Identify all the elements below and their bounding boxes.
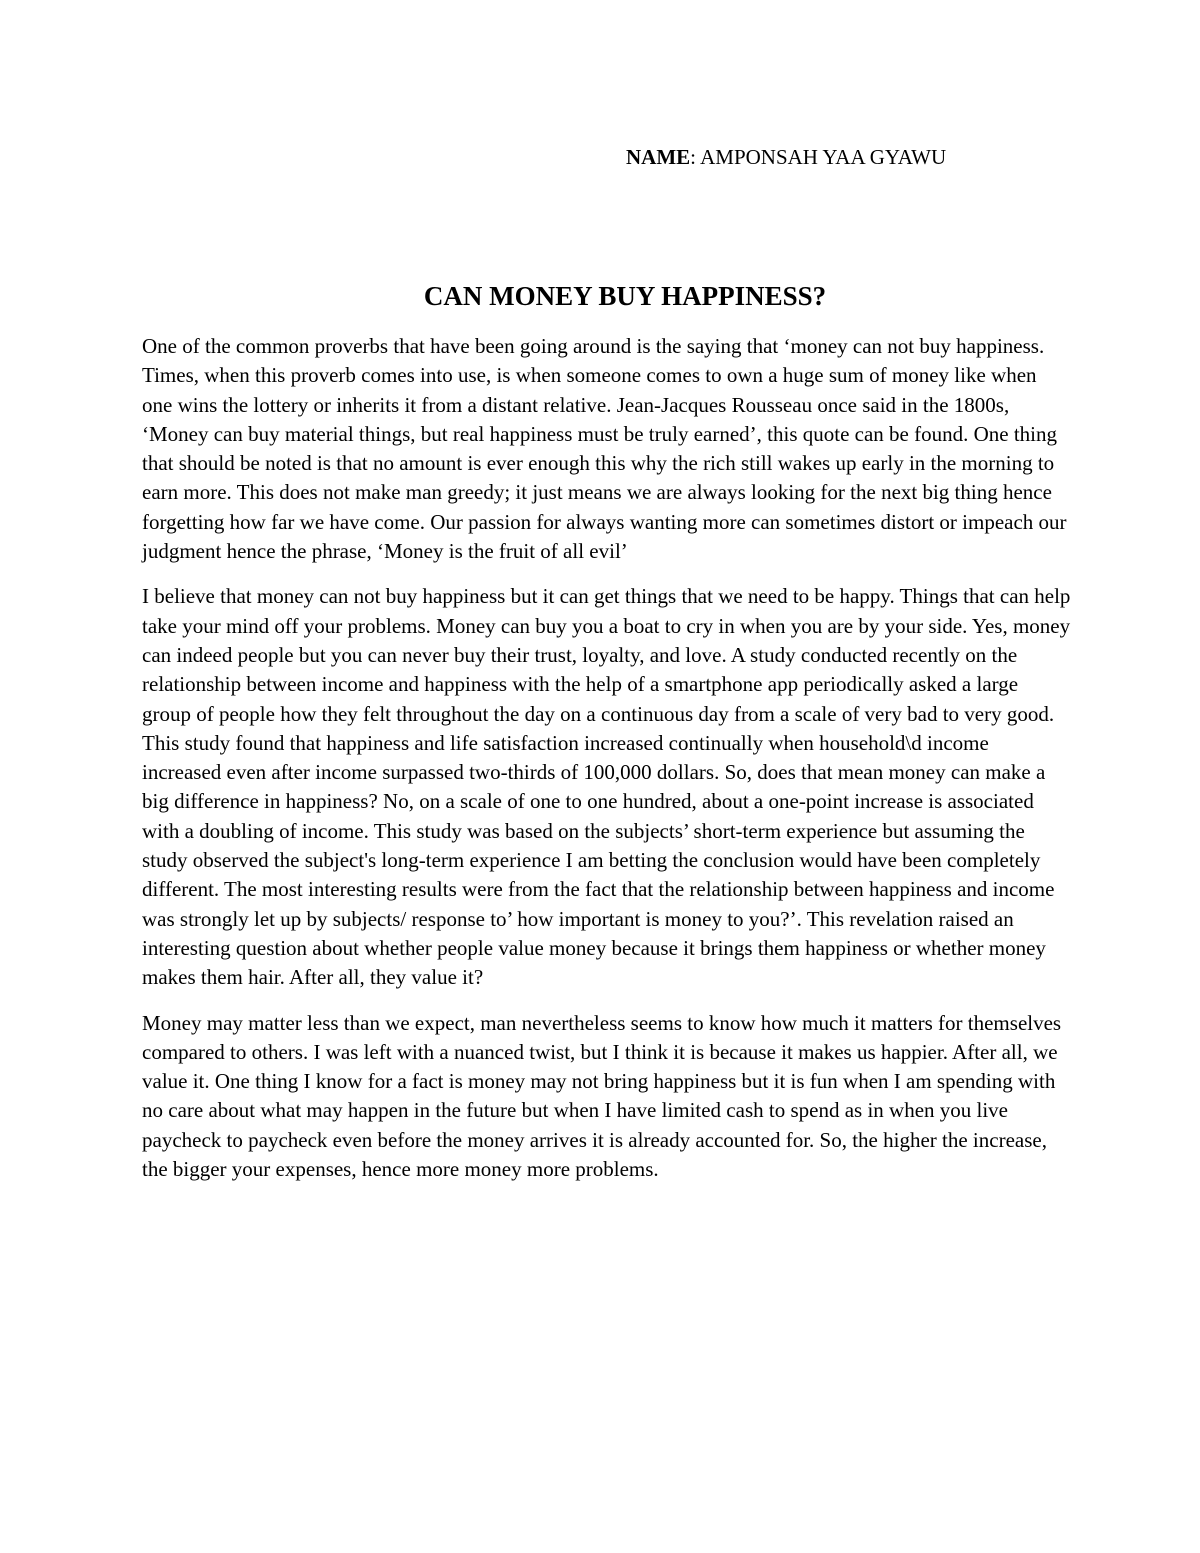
paragraph-3: Money may matter less than we expect, man nevertheless seems to know how much it matters for themselves compared to others. I was left with a nuanced twist, but I think it is because it makes us happier. After all, we value it. One thing I know for a fact is money may not bring happiness but it is fun when I am spending with no care about what may happen in the future but when I have limited cash to spend as in when you live paycheck to paycheck even before the money arrives it is already accounted for. So, the higher the increase, the bigger your expenses, hence more money more problems.: [142, 1010, 1062, 1182]
author-name-line: [626, 143, 946, 171]
name-label: NAME: [626, 145, 691, 169]
document-title: CAN MONEY BUY HAPPINESS?: [423, 281, 827, 311]
author-name: AMPONSAH YAA GYAWU: [696, 145, 947, 169]
paragraph-2: I believe that money can not buy happiness but it can get things that we need to be happy. Things that can help take your mind off your problems. Money can buy you a boat to cry in when you are by your side. Yes, money can indeed people but you can never buy their trust, loyalty, and love. A study conducted recently on the relationship between income and happiness with the help of a smartphone app periodically asked a large group of people how they felt throughout the day on a continuous day from a scale of very bad to very good. This study found that happiness and life satisfaction increased continually when household\d income increased even after income surpassed two-thirds of 100,000 dollars. So, does that mean money can make a big difference in happiness? No, on a scale of one to one hundred, about a one-point increase is associated with a doubling of income. This study was based on the subjects’ short-term experience but assuming the study observed the subject's long-term experience I am betting the conclusion would have been completely different. The most interesting results were from the fact that the relationship between happiness and income was strongly let up by subjects/ response to’ how important is money to you?’. This revelation raised an interesting question about whether people value money because it brings them happiness or whether money makes them hair. After all, they value it?: [142, 584, 1071, 990]
document-body: [142, 332, 1072, 1200]
name-separator: :: [690, 145, 697, 169]
paragraph-1: One of the common proverbs that have been going around is the saying that ‘money can not buy happiness. Times, when this proverb comes into use, is when someone comes to own a huge sum of money like when one wins the lottery or inherits it from a distant relative. Jean-Jacques Rousseau once said in the 1800s, ‘Money can buy material things, but real happiness must be truly earned’, this quote can be found. One thing that should be noted is that no amount is ever enough this why the rich still wakes up early in the morning to earn more. This does not make man greedy; it just means we are always looking for the next big thing hence forgetting how far we have come. Our passion for always wanting more can sometimes distort or impeach our judgment hence the phrase, ‘Money is the fruit of all evil’: [142, 334, 1067, 564]
